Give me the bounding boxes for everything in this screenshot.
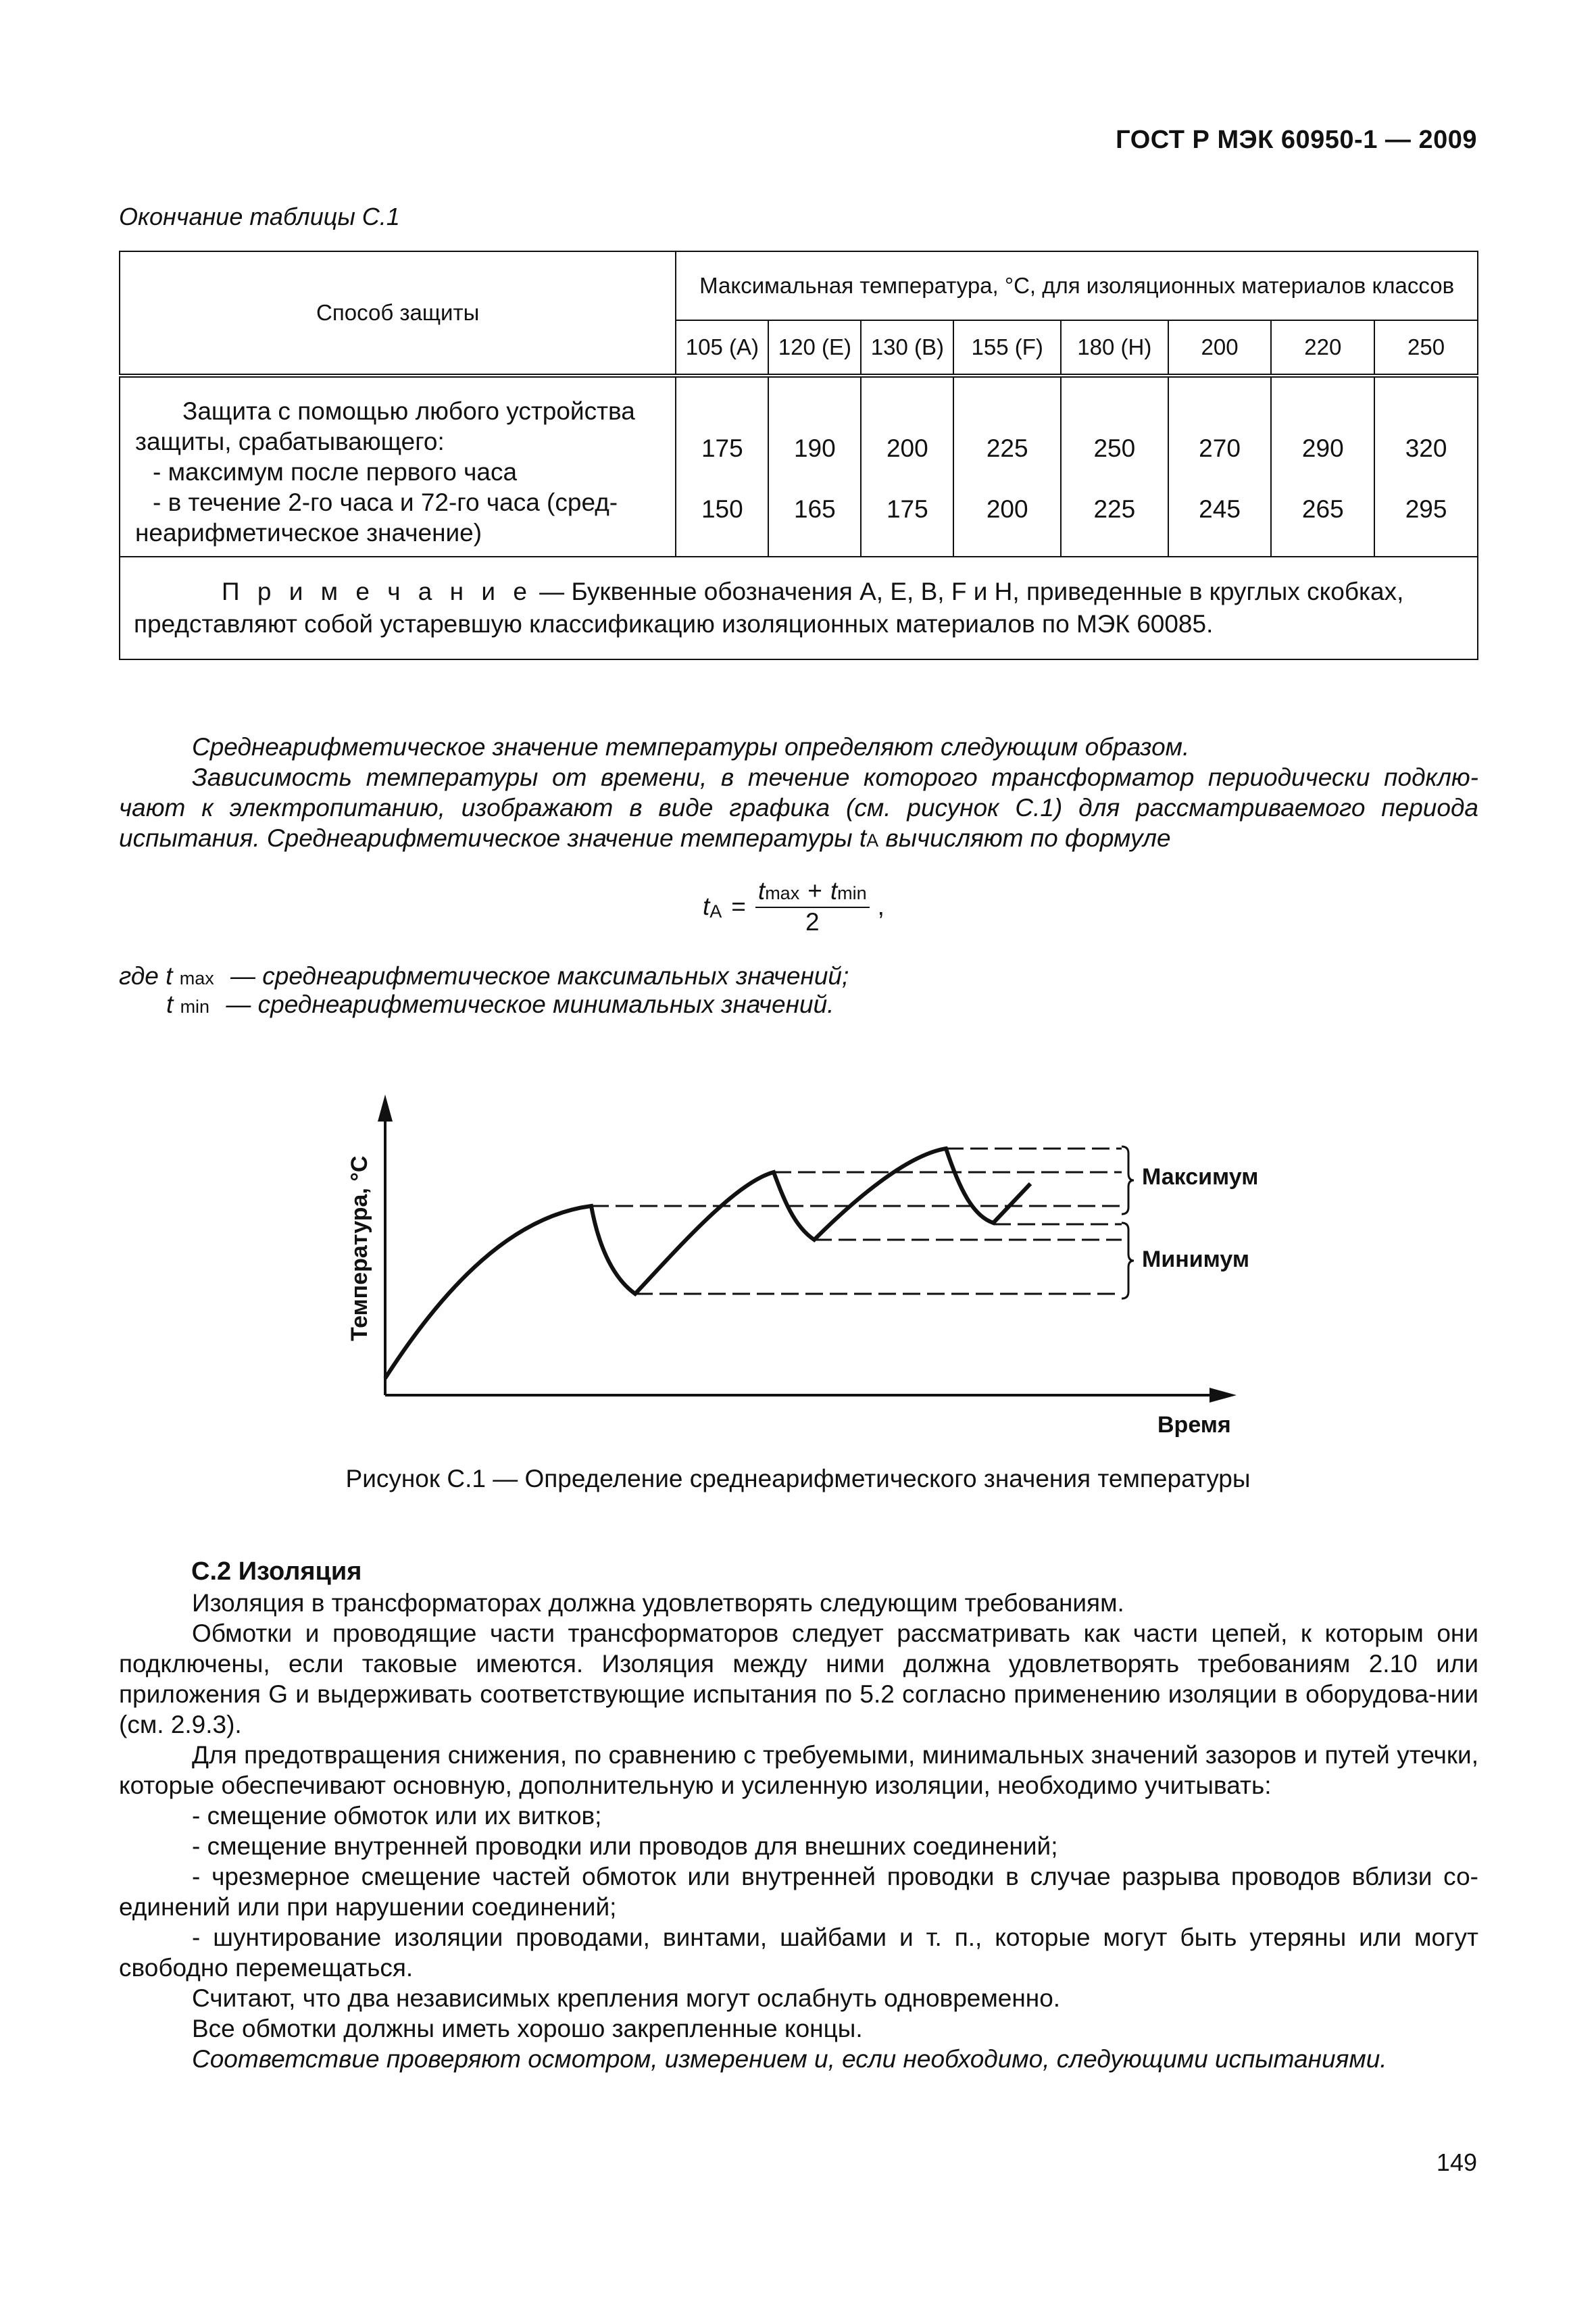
formula-sub-min: min	[837, 883, 867, 903]
method-column-header: Способ защиты	[120, 251, 676, 376]
figure-caption: Рисунок С.1 — Определение среднеарифметического значения температуры	[345, 1465, 1251, 1492]
temperature-column-header: Максимальная температура, °С, для изоляционных материалов классов	[676, 251, 1478, 320]
value-max: 200	[886, 434, 928, 462]
var-t: t	[859, 824, 867, 852]
page-number: 149	[1436, 2148, 1477, 2176]
where-min-sub: min	[180, 997, 210, 1017]
formula-t-max: t	[757, 877, 766, 905]
section-line: Обмотки и проводящие части трансформаторов следует рассматривать как части цепей, к которым они подключены, если таковые имеются. Изоляция между ними должна удовлетворять требованиям 2.10 или приложения G и выдерживать соответствующие испытания по 5.2 согласно применению изоляции в оборудова-нии (см. 2.9.3).	[119, 1619, 1478, 1738]
min-brace-icon	[1122, 1223, 1134, 1299]
formula-plus: +	[807, 877, 822, 905]
value-avg: 265	[1301, 495, 1344, 523]
note-label: П р и м е ч а н и е	[222, 578, 532, 605]
y-axis-label: Температура, °С	[347, 1155, 372, 1341]
table-caption: Окончание таблицы С.1	[119, 203, 400, 230]
paragraph-intro: Среднеарифметическое значение температуры определяют следующим образом.	[192, 733, 1190, 761]
section-line: Все обмотки должны иметь хорошо закрепленные концы.	[192, 2015, 863, 2042]
value-max: 320	[1405, 434, 1447, 462]
label-max: Максимум	[1142, 1164, 1259, 1190]
class-header: 155 (F)	[953, 320, 1061, 376]
formula-lhs: t	[703, 892, 710, 920]
section-line: - смещение обмоток или их витков;	[192, 1802, 602, 1830]
section-conclusion: Соответствие проверяют осмотром, измерением и, если необходимо, следующими испытаниями.	[192, 2045, 1387, 2073]
value-avg: 175	[886, 495, 928, 523]
method-line: Защита с помощью любого устройства	[182, 397, 635, 425]
class-header: 180 (Н)	[1061, 320, 1168, 376]
section-line: Считают, что два независимых крепления могут ослабнуть одновременно.	[192, 1984, 1061, 2012]
where-max-sub: max	[179, 968, 214, 988]
formula-equals: =	[731, 892, 746, 920]
formula-comma: ,	[877, 892, 884, 920]
value-avg: 225	[1093, 495, 1136, 523]
class-header: 120 (Е)	[768, 320, 861, 376]
formula-t-min: t	[830, 877, 838, 905]
value-max: 270	[1199, 434, 1241, 462]
formula-denominator: 2	[805, 908, 820, 936]
class-header: 200	[1168, 320, 1272, 376]
value-avg: 295	[1405, 495, 1447, 523]
value-avg: 165	[793, 495, 836, 523]
note-text: — Буквенные обозначения А, Е, В, F и Н, приведенные в круглых скобках, представляют собой устаревшую классификацию изоляционных материалов по МЭК 60085.	[134, 578, 1404, 638]
var-t-subscript: А	[866, 830, 879, 851]
method-line: защиты, срабатывающего:	[135, 427, 445, 455]
section-line: Для предотвращения снижения, по сравнению с требуемыми, минимальных значений зазоров и путей утечки, которые обеспечивают основную, дополнительную и усиленную изоляции, необходимо учитывать:	[119, 1741, 1478, 1799]
value-max: 250	[1093, 434, 1136, 462]
value-avg: 200	[986, 495, 1028, 523]
reference-lines	[591, 1149, 1122, 1294]
label-min: Минимум	[1142, 1247, 1249, 1272]
method-line: неарифметическое значение)	[135, 518, 482, 547]
value-avg: 150	[701, 495, 743, 523]
value-max: 175	[701, 434, 743, 462]
class-header: 250	[1374, 320, 1478, 376]
value-max: 290	[1301, 434, 1344, 462]
max-brace-icon	[1122, 1147, 1134, 1214]
where-t: t	[166, 962, 173, 990]
where-min-text: — среднеарифметическое минимальных значений.	[226, 990, 834, 1018]
value-max: 190	[793, 434, 836, 462]
paragraph-method-text: Зависимость температуры от времени, в течение которого трансформатор периодически подклю-чают к электропитанию, изображают в виде графика (см. рисунок С.1) для рассматриваемого периода испытания. Среднеарифметическое значение температуры	[119, 763, 1478, 852]
formula-lhs-sub: А	[709, 901, 722, 922]
value-avg: 245	[1199, 495, 1241, 523]
section-line: - чрезмерное смещение частей обмоток или внутренней проводки в случае разрыва проводов вблизи со-единений или при нарушении соединений;	[119, 1863, 1478, 1921]
where-max-text: — среднеарифметическое максимальных значений;	[230, 962, 849, 990]
temperature-curve	[385, 1149, 1030, 1378]
section-title: С.2 Изоляция	[191, 1557, 362, 1586]
where-t: t	[166, 990, 174, 1018]
class-header: 105 (А)	[676, 320, 768, 376]
section-line: - смещение внутренней проводки или проводов для внешних соединений;	[192, 1832, 1058, 1860]
value-max: 225	[986, 434, 1028, 462]
section-line: Изоляция в трансформаторах должна удовлетворять следующим требованиям.	[192, 1589, 1124, 1617]
section-line: - шунтирование изоляции проводами, винтами, шайбами и т. п., которые могут быть утеряны или могут свободно перемещаться.	[119, 1923, 1478, 1982]
method-line: - максимум после первого часа	[153, 457, 518, 486]
formula-sub-max: max	[765, 883, 800, 903]
method-line: - в течение 2-го часа и 72-го часа (сред-	[153, 488, 618, 516]
x-axis-label: Время	[1157, 1412, 1231, 1438]
paragraph-method-end: вычисляют по формуле	[878, 824, 1171, 852]
y-axis-arrow-icon	[378, 1095, 393, 1122]
class-header: 220	[1271, 320, 1374, 376]
x-axis-arrow-icon	[1210, 1388, 1237, 1403]
class-header: 130 (В)	[861, 320, 953, 376]
section-body	[119, 1588, 1478, 2074]
where-prefix: где	[119, 962, 159, 990]
document-standard-header: ГОСТ Р МЭК 60950-1 — 2009	[1116, 126, 1477, 154]
